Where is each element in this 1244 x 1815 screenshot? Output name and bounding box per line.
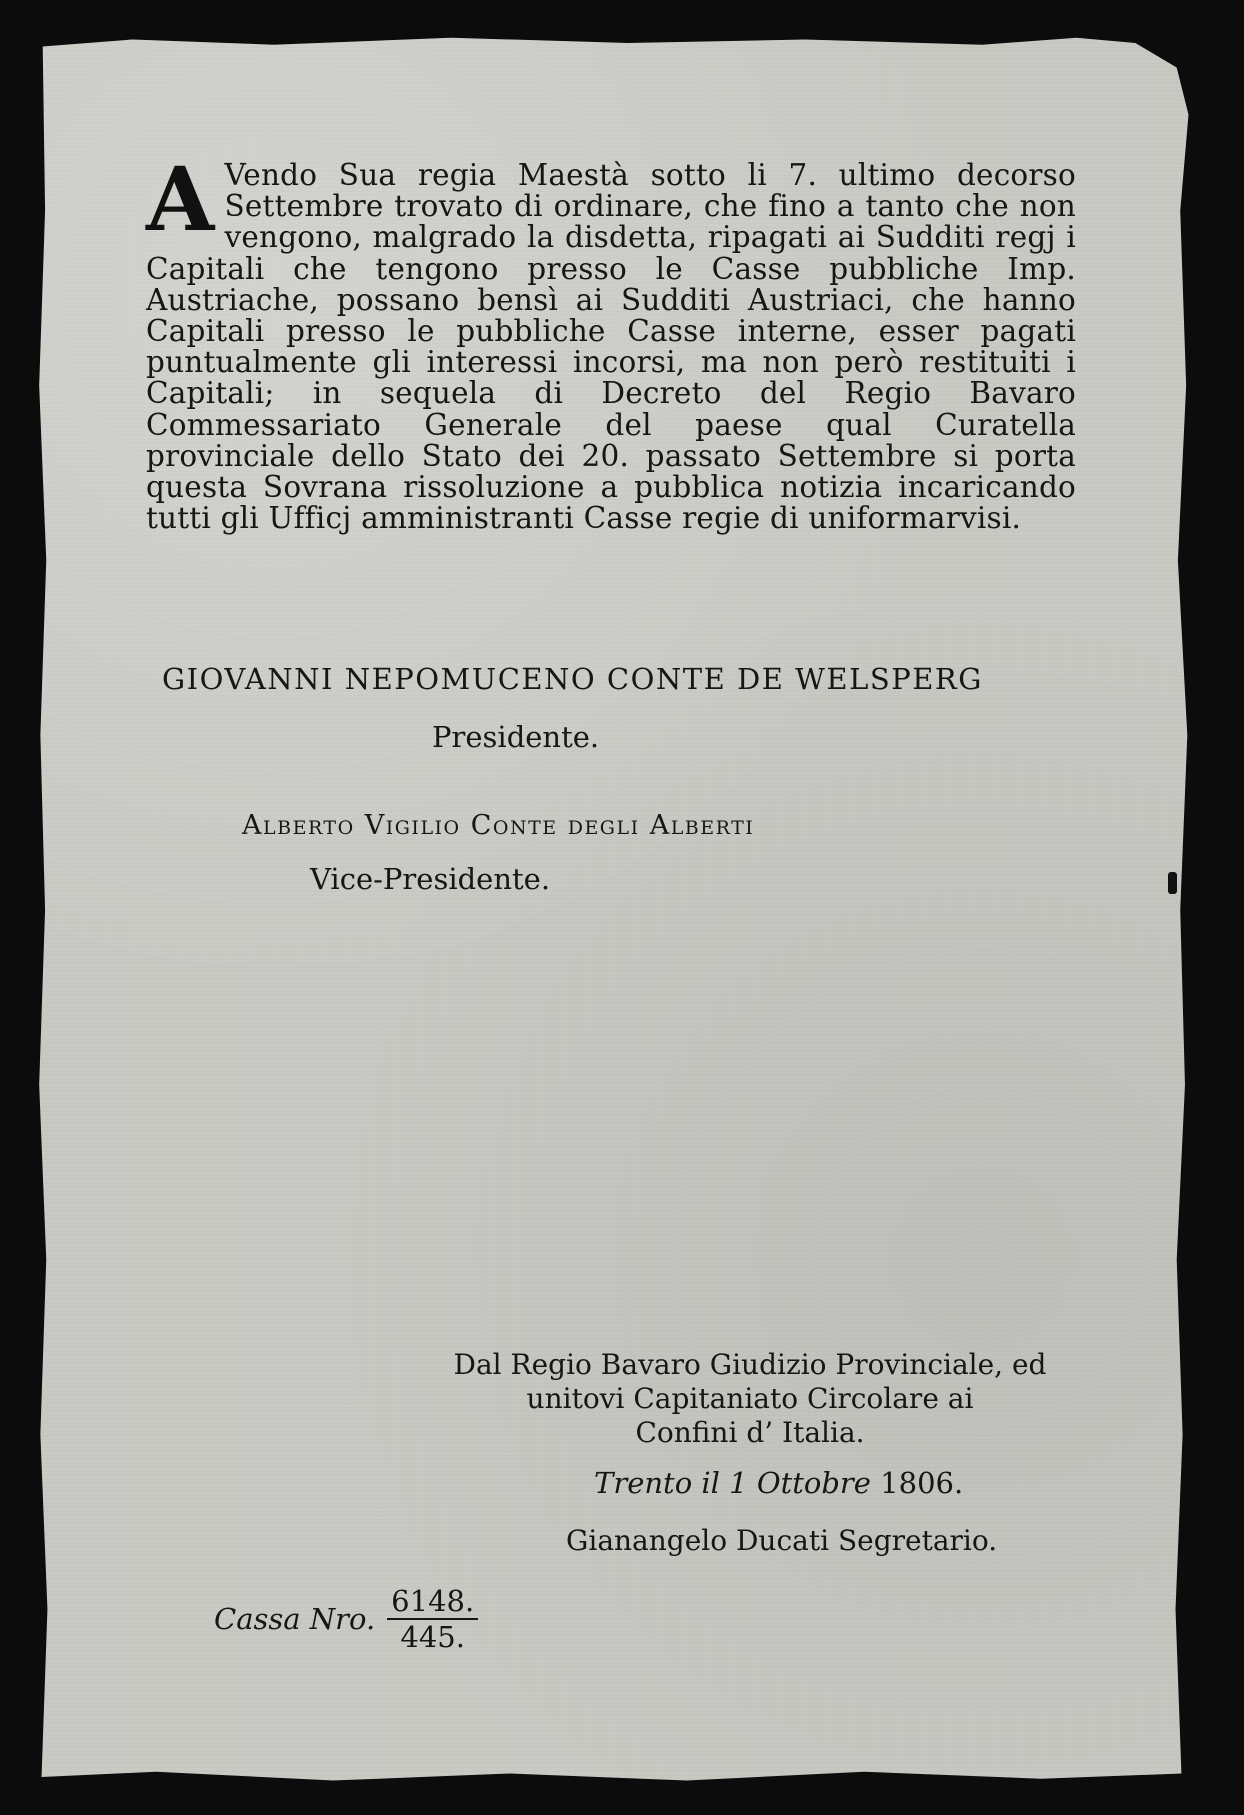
vice-president-name: Alberto Vigilio Conte degli Alberti bbox=[242, 810, 755, 841]
cassa-numerator: 6148. bbox=[387, 1584, 478, 1620]
issuing-authority bbox=[400, 1348, 1100, 1450]
issuer-line: unitovi Capitaniato Circolare ai bbox=[526, 1382, 974, 1415]
ink-blot bbox=[1168, 872, 1177, 894]
cassa-fraction bbox=[387, 1584, 478, 1654]
cassa-denominator: 445. bbox=[400, 1620, 465, 1654]
secretary-signature: Gianangelo Ducati Segretario. bbox=[566, 1524, 998, 1557]
vice-president-title: Vice-Presidente. bbox=[310, 862, 551, 896]
cassa-number bbox=[214, 1584, 478, 1654]
decree-body-text: Vendo Sua regia Maestà sotto li 7. ultimo decorso Settembre trovato di ordinare, che fino a tanto che non vengono, malgrado la disdetta, ripagati ai Sudditi regj i Capitali che tengono presso le Casse pubbliche Imp. Austriache, possano bensì ai Sudditi Austriaci, che hanno Capitali presso le pubbliche Casse interne, esser pagati puntualmente gli interessi incorsi, ma non però restituiti i Capitali; in sequela di Decreto del Regio Bavaro Commessariato Generale del paese qual Curatella provinciale dello Stato dei 20. passato Settembre si porta questa Sovrana rissoluzione a pubblica notizia incaricando tutti gli Ufficj amministranti Casse regie di uniformarvisi. bbox=[146, 158, 1076, 536]
cassa-label: Cassa Nro. bbox=[214, 1602, 376, 1636]
president-name: GIOVANNI NEPOMUCENO CONTE DE WELSPERG bbox=[162, 662, 983, 696]
place-text: Trento il 1 Ottobre bbox=[594, 1466, 871, 1500]
place-and-date bbox=[594, 1466, 963, 1500]
decree-body bbox=[146, 147, 1076, 536]
year-text: 1806. bbox=[880, 1466, 964, 1500]
issuer-line: Dal Regio Bavaro Giudizio Provinciale, ed bbox=[453, 1348, 1047, 1381]
president-title: Presidente. bbox=[432, 720, 600, 754]
issuer-line: Confini d’ Italia. bbox=[635, 1416, 865, 1449]
drop-cap-letter: A bbox=[146, 147, 215, 251]
